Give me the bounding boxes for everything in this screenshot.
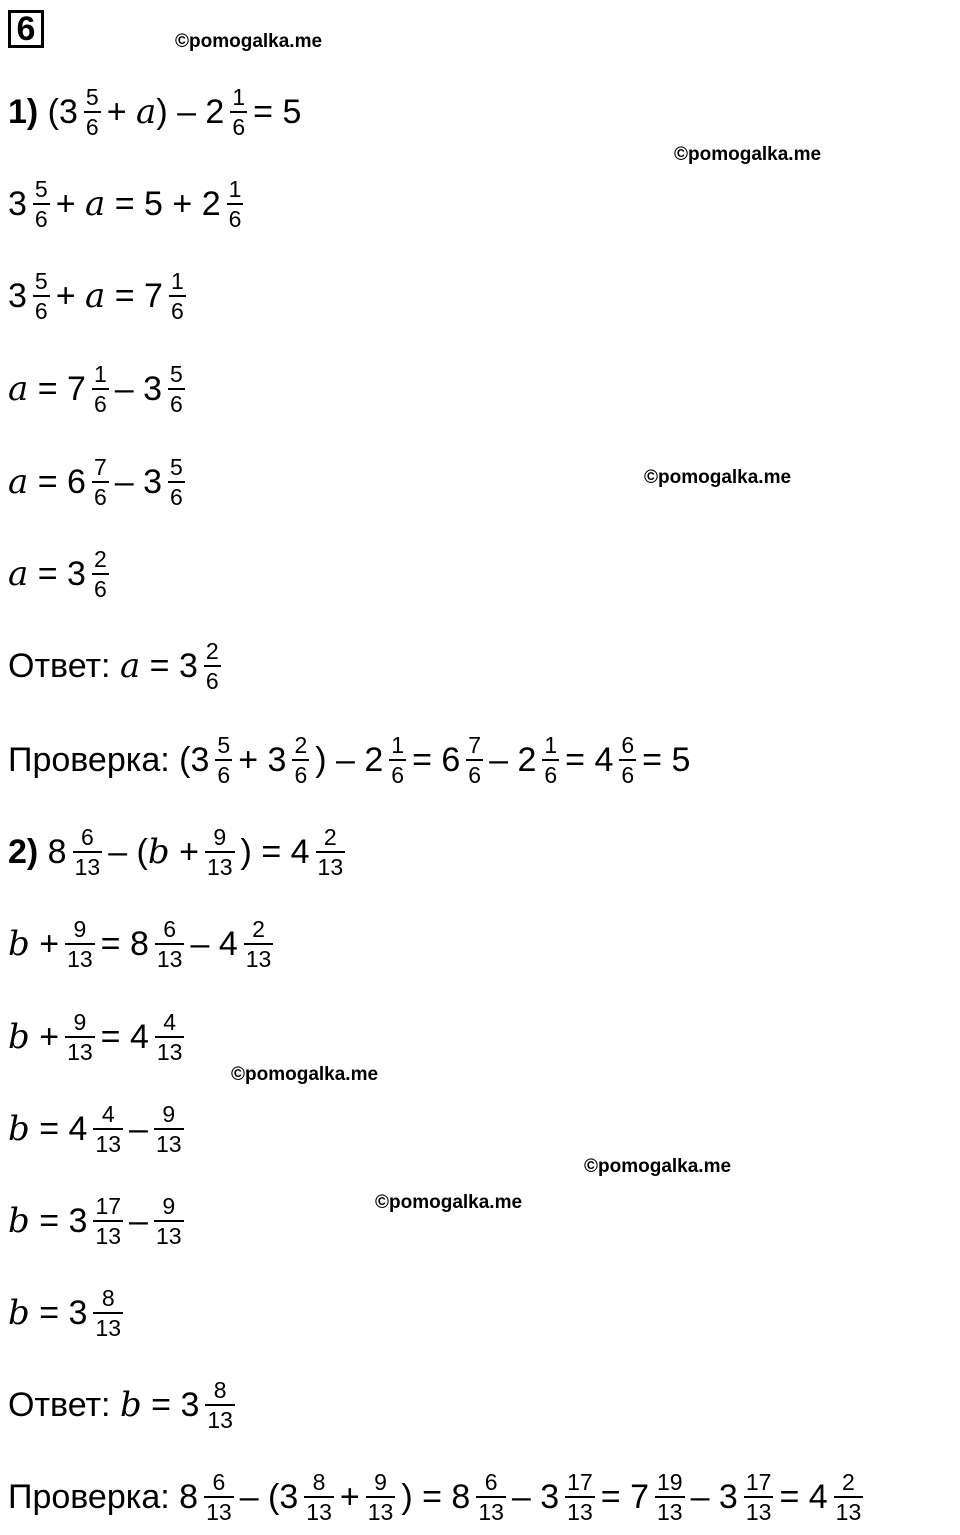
- fraction-denominator: 6: [205, 668, 219, 694]
- fraction-denominator: 13: [156, 1039, 183, 1065]
- equation-2-step-5: [8, 1279, 129, 1347]
- math-text: + 3: [238, 740, 287, 779]
- fraction: [65, 917, 95, 971]
- math-text: = 3: [28, 554, 86, 593]
- math-text: +: [55, 184, 86, 223]
- fraction-denominator: 6: [34, 298, 48, 324]
- fraction-bar: [93, 1128, 123, 1130]
- item-label: 2): [8, 832, 39, 871]
- fraction-numerator: 9: [73, 915, 87, 942]
- fraction-denominator: 13: [478, 1499, 504, 1525]
- math-text: ) = 4: [240, 832, 310, 871]
- math-text: Проверка: (3: [8, 740, 210, 779]
- equation-1-step-2: [8, 262, 192, 330]
- equation-1-step-4: [8, 448, 191, 516]
- fraction-bar: [84, 111, 101, 113]
- math-text: 8: [38, 832, 67, 871]
- fraction-bar: [155, 1036, 185, 1038]
- math-text: = 5: [642, 740, 691, 779]
- fraction-numerator: 8: [312, 1468, 326, 1495]
- fraction: [93, 1102, 123, 1156]
- fraction-numerator: 5: [34, 267, 48, 294]
- fraction-numerator: 8: [101, 1284, 115, 1311]
- fraction-bar: [366, 1496, 396, 1498]
- math-text: +: [29, 1017, 60, 1056]
- fraction: [655, 1470, 685, 1524]
- math-text: – 2: [489, 740, 537, 779]
- equation-2-step-4: [8, 1187, 190, 1255]
- equation-1-step-5: [8, 540, 115, 608]
- fraction-denominator: 13: [156, 946, 183, 972]
- fraction: [619, 733, 636, 787]
- variable: a: [8, 462, 29, 502]
- fraction-bar: [476, 1496, 506, 1498]
- fraction: [204, 1470, 234, 1524]
- fraction-denominator: 13: [155, 1223, 182, 1249]
- equation-2-step-1: [8, 910, 279, 978]
- task-number-box: 6: [8, 10, 44, 48]
- math-text: = 6: [412, 740, 461, 779]
- math-text: +: [106, 92, 137, 131]
- fraction-numerator: 9: [162, 1192, 176, 1219]
- fraction-numerator: 1: [93, 360, 107, 387]
- fraction: [205, 1378, 235, 1432]
- fraction: [168, 455, 185, 509]
- fraction-denominator: 6: [217, 762, 231, 788]
- fraction-numerator: 5: [217, 731, 231, 758]
- fraction-bar: [93, 1312, 123, 1314]
- math-text: = 4: [779, 1477, 828, 1516]
- math-text: = 3: [29, 1201, 88, 1240]
- equation-2-step-2: [8, 1003, 190, 1071]
- fraction-numerator: 5: [170, 453, 183, 480]
- math-text: = 8: [100, 924, 149, 963]
- fraction-denominator: 13: [656, 1499, 683, 1525]
- fraction-numerator: 17: [567, 1468, 593, 1495]
- fraction-denominator: 13: [206, 1499, 232, 1525]
- fraction-bar: [168, 388, 185, 390]
- fraction: [244, 917, 274, 971]
- math-text: = 7: [600, 1477, 649, 1516]
- fraction: [93, 1194, 123, 1248]
- fraction: [92, 455, 109, 509]
- fraction-denominator: 13: [67, 1039, 93, 1065]
- fraction: [366, 1470, 396, 1524]
- fraction-numerator: 1: [170, 267, 184, 294]
- fraction-bar: [33, 295, 50, 297]
- math-text: = 5: [253, 92, 302, 131]
- fraction: [205, 825, 235, 879]
- math-text: ) – 2: [156, 92, 225, 131]
- fraction-numerator: 7: [468, 731, 482, 758]
- fraction-bar: [169, 295, 186, 297]
- fraction: [168, 362, 185, 416]
- fraction: [154, 1194, 184, 1248]
- fraction: [230, 85, 247, 139]
- fraction-denominator: 13: [206, 854, 233, 880]
- math-text: ) – 2: [315, 740, 384, 779]
- fraction-denominator: 13: [155, 1131, 182, 1157]
- fraction-denominator: 6: [93, 484, 107, 510]
- fraction-denominator: 6: [85, 114, 99, 140]
- watermark: ©pomogalka.me: [674, 144, 822, 165]
- fraction-denominator: 6: [391, 762, 405, 788]
- fraction-denominator: 6: [93, 576, 107, 602]
- fraction-bar: [92, 481, 109, 483]
- variable: b: [8, 1017, 30, 1057]
- fraction-denominator: 6: [621, 762, 635, 788]
- fraction: [834, 1470, 864, 1524]
- watermark: ©pomogalka.me: [375, 1192, 523, 1213]
- fraction-numerator: 2: [205, 637, 219, 664]
- fraction-bar: [292, 759, 309, 761]
- fraction-bar: [73, 851, 103, 853]
- math-text: 3: [8, 184, 27, 223]
- fraction-numerator: 4: [101, 1100, 115, 1127]
- fraction: [565, 1470, 595, 1524]
- fraction-numerator: 17: [95, 1192, 122, 1219]
- fraction-numerator: 1: [391, 731, 405, 758]
- fraction-bar: [619, 759, 636, 761]
- fraction-bar: [389, 759, 406, 761]
- variable: a: [85, 184, 106, 224]
- equation-1-statement: [8, 78, 301, 146]
- fraction-denominator: 13: [835, 1499, 862, 1525]
- math-text: – 4: [190, 924, 238, 963]
- fraction-bar: [205, 851, 235, 853]
- math-text: = 3: [141, 1385, 200, 1424]
- fraction-denominator: 6: [468, 762, 482, 788]
- math-text: = 7: [28, 369, 86, 408]
- fraction: [204, 639, 221, 693]
- equation-2-statement: [8, 818, 351, 886]
- math-text: – 3: [690, 1477, 738, 1516]
- fraction-numerator: 2: [323, 823, 337, 850]
- fraction-denominator: 6: [232, 114, 246, 140]
- variable: a: [8, 554, 29, 594]
- fraction-denominator: 6: [294, 762, 308, 788]
- fraction: [744, 1470, 774, 1524]
- math-text: = 4: [565, 740, 614, 779]
- fraction-numerator: 6: [163, 915, 177, 942]
- fraction-numerator: 9: [213, 823, 227, 850]
- fraction-bar: [834, 1496, 864, 1498]
- fraction: [93, 1286, 123, 1340]
- item-label: 1): [8, 92, 39, 131]
- variable: b: [8, 924, 30, 964]
- fraction-denominator: 6: [544, 762, 558, 788]
- fraction-bar: [168, 481, 185, 483]
- math-text: = 3: [140, 646, 198, 685]
- fraction: [92, 362, 109, 416]
- watermark: ©pomogalka.me: [584, 1156, 732, 1177]
- fraction-denominator: 13: [67, 946, 93, 972]
- fraction-bar: [205, 1404, 235, 1406]
- fraction-bar: [227, 203, 244, 205]
- fraction-numerator: 19: [656, 1468, 683, 1495]
- fraction-bar: [92, 573, 109, 575]
- fraction-numerator: 2: [842, 1468, 855, 1495]
- equation-1-step-1: [8, 170, 249, 238]
- fraction-bar: [154, 1220, 184, 1222]
- watermark: ©pomogalka.me: [231, 1064, 379, 1085]
- fraction-denominator: 6: [93, 391, 107, 417]
- variable: a: [85, 276, 106, 316]
- math-text: – 3: [511, 1477, 560, 1516]
- math-text: 3: [8, 276, 27, 315]
- fraction: [65, 1010, 95, 1064]
- fraction: [476, 1470, 506, 1524]
- fraction-numerator: 5: [34, 175, 48, 202]
- fraction-bar: [204, 1496, 234, 1498]
- math-text: Ответ:: [8, 646, 120, 685]
- fraction-bar: [316, 851, 346, 853]
- fraction-numerator: 6: [80, 823, 94, 850]
- fraction: [466, 733, 483, 787]
- fraction-bar: [304, 1496, 334, 1498]
- fraction-bar: [92, 388, 109, 390]
- fraction-denominator: 13: [95, 1315, 122, 1341]
- fraction-bar: [565, 1496, 595, 1498]
- equation-2-check: [8, 1463, 869, 1531]
- fraction-denominator: 13: [745, 1499, 772, 1525]
- fraction-numerator: 2: [93, 545, 107, 572]
- variable: a: [8, 369, 29, 409]
- math-text: = 7: [105, 276, 163, 315]
- fraction-bar: [155, 943, 185, 945]
- fraction-numerator: 1: [232, 83, 246, 110]
- math-text: +: [169, 832, 199, 871]
- math-text: = 6: [28, 462, 86, 501]
- fraction: [155, 917, 185, 971]
- fraction-numerator: 9: [73, 1008, 87, 1035]
- fraction-numerator: 4: [163, 1008, 177, 1035]
- fraction-denominator: 6: [170, 298, 184, 324]
- fraction-denominator: 13: [95, 1223, 122, 1249]
- fraction-numerator: 2: [294, 731, 308, 758]
- fraction-denominator: 13: [95, 1131, 122, 1157]
- math-text: –: [129, 1109, 148, 1148]
- fraction-numerator: 1: [228, 175, 242, 202]
- fraction-numerator: 17: [745, 1468, 772, 1495]
- math-text: = 3: [29, 1293, 88, 1332]
- fraction-bar: [154, 1128, 184, 1130]
- fraction: [227, 177, 244, 231]
- math-text: +: [29, 924, 60, 963]
- equation-2-step-3: [8, 1095, 190, 1163]
- fraction-bar: [542, 759, 559, 761]
- equation-1-answer: [8, 632, 227, 700]
- fraction-bar: [65, 1036, 95, 1038]
- math-text: –: [129, 1201, 148, 1240]
- watermark: ©pomogalka.me: [644, 467, 792, 488]
- math-text: = 4: [100, 1017, 149, 1056]
- fraction-numerator: 9: [162, 1100, 176, 1127]
- variable: b: [8, 1201, 30, 1241]
- fraction-bar: [93, 1220, 123, 1222]
- fraction: [215, 733, 232, 787]
- fraction-numerator: 5: [170, 360, 183, 387]
- fraction-numerator: 2: [252, 915, 265, 942]
- fraction: [389, 733, 406, 787]
- variable: b: [147, 832, 170, 872]
- fraction-bar: [230, 111, 247, 113]
- fraction-bar: [655, 1496, 685, 1498]
- fraction-numerator: 5: [85, 83, 99, 110]
- math-text: Проверка: 8: [8, 1477, 199, 1516]
- fraction: [33, 177, 50, 231]
- math-text: – (3: [239, 1477, 299, 1516]
- equation-1-check: [8, 726, 690, 794]
- fraction-numerator: 7: [93, 453, 107, 480]
- fraction-bar: [744, 1496, 774, 1498]
- fraction-numerator: 6: [212, 1468, 226, 1495]
- math-text: = 4: [29, 1109, 88, 1148]
- math-text: +: [55, 276, 86, 315]
- fraction-numerator: 6: [621, 731, 635, 758]
- fraction-denominator: 13: [317, 854, 344, 880]
- fraction-bar: [33, 203, 50, 205]
- fraction-bar: [215, 759, 232, 761]
- fraction-denominator: 13: [74, 854, 101, 880]
- fraction-denominator: 13: [306, 1499, 332, 1525]
- fraction: [169, 269, 186, 323]
- fraction-bar: [204, 665, 221, 667]
- variable: b: [8, 1109, 30, 1149]
- fraction: [73, 825, 103, 879]
- math-text: – 3: [114, 462, 163, 501]
- fraction-bar: [244, 943, 274, 945]
- fraction-denominator: 13: [567, 1499, 593, 1525]
- fraction-numerator: 1: [544, 731, 558, 758]
- fraction: [316, 825, 346, 879]
- math-text: – (: [108, 832, 148, 871]
- math-text: +: [339, 1477, 360, 1516]
- variable: b: [119, 1385, 142, 1425]
- fraction-denominator: 13: [207, 1407, 233, 1433]
- fraction-numerator: 6: [484, 1468, 498, 1495]
- fraction: [84, 85, 101, 139]
- fraction: [154, 1102, 184, 1156]
- fraction: [155, 1010, 185, 1064]
- variable: a: [119, 646, 141, 686]
- fraction-bar: [65, 943, 95, 945]
- variable: b: [8, 1293, 30, 1333]
- fraction-denominator: 6: [34, 206, 48, 232]
- watermark: ©pomogalka.me: [175, 31, 323, 52]
- fraction-bar: [466, 759, 483, 761]
- fraction-denominator: 6: [228, 206, 242, 232]
- variable: a: [136, 92, 157, 132]
- equation-2-answer: [8, 1371, 241, 1439]
- math-text: = 5 + 2: [105, 184, 221, 223]
- equation-1-step-3: [8, 355, 191, 423]
- fraction: [304, 1470, 334, 1524]
- fraction-numerator: 8: [213, 1376, 227, 1403]
- math-text: (3: [38, 92, 78, 131]
- math-text: ) = 8: [401, 1477, 471, 1516]
- fraction-denominator: 13: [367, 1499, 394, 1525]
- fraction: [542, 733, 559, 787]
- fraction-denominator: 13: [245, 946, 272, 972]
- fraction: [292, 733, 309, 787]
- math-text: – 3: [114, 369, 163, 408]
- fraction: [33, 269, 50, 323]
- fraction-denominator: 6: [170, 484, 183, 510]
- fraction-numerator: 9: [374, 1468, 387, 1495]
- fraction-denominator: 6: [170, 391, 183, 417]
- fraction: [92, 547, 109, 601]
- math-text: Ответ:: [8, 1385, 120, 1424]
